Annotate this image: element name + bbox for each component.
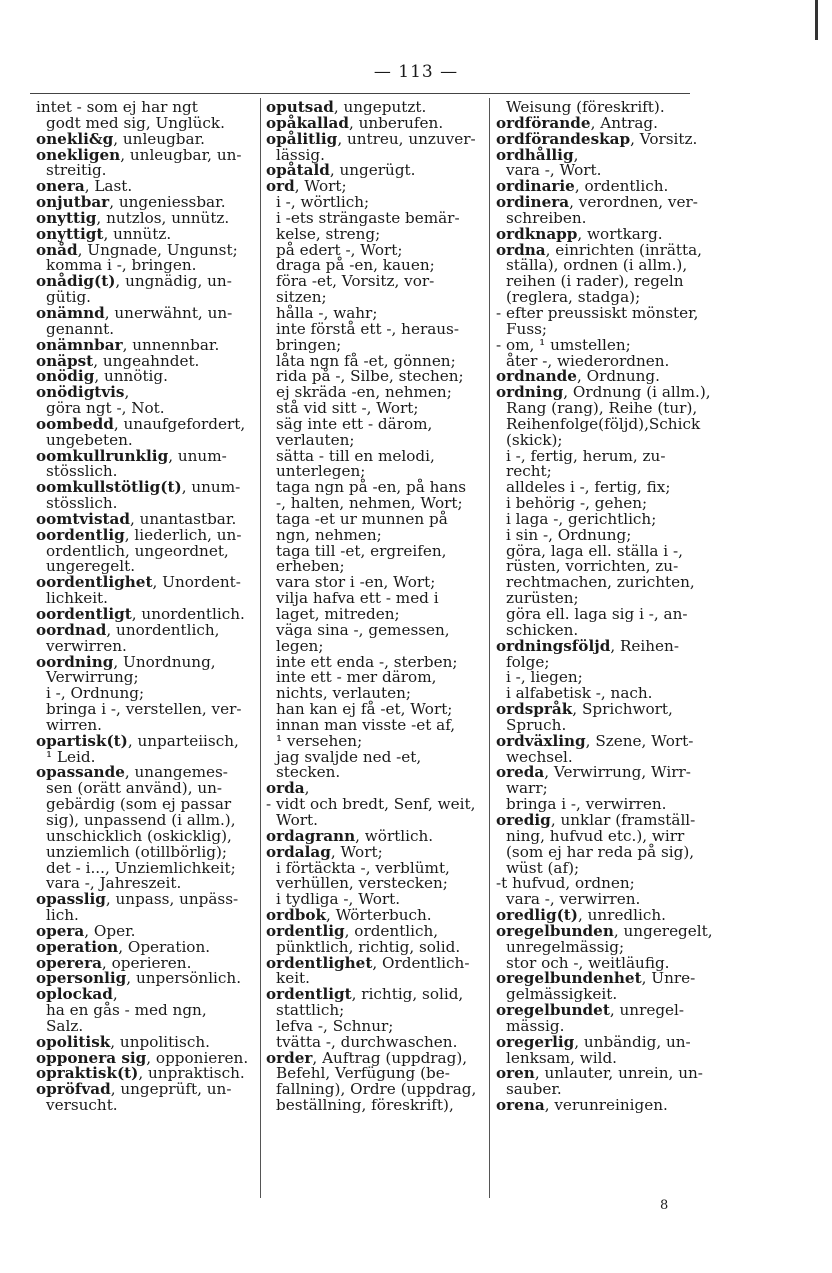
definition-text: , ordentlich, [344,921,439,940]
dictionary-line: stösslich. [46,494,118,513]
definition-text: , ungerügt. [329,161,416,180]
definition-text: , unordentlich, [106,620,220,639]
dictionary-line: lässig. [276,145,325,164]
dictionary-line: taga ngn på -en, på hans [276,478,467,497]
definition-text: , [573,145,579,164]
dictionary-line: sig), unpassend (i allm.), [46,810,236,829]
headword: onjutbar [36,193,110,212]
headword: oordentlig [36,525,125,544]
definition-text: , unantastbar. [129,509,237,528]
dictionary-line: warr; [506,779,548,798]
dictionary-line: fallning), Ordre (uppdrag, [276,1080,477,1099]
dictionary-line: stå vid sitt -, Wort; [276,399,419,418]
dictionary-line: draga på -en, kauen; [276,256,435,275]
definition-text: , [304,779,310,798]
headword: oordnad [36,620,107,639]
headword: onekligen [36,145,121,164]
dictionary-line: låta ngn få -et, gönnen; [276,351,456,370]
headword: ordhållig [496,145,574,164]
headword: oplockad [36,985,113,1004]
definition-text: , Auftrag (uppdrag), [312,1048,468,1067]
definition-text: , Wort; [294,177,347,196]
dictionary-line: stösslich. [46,462,118,481]
dictionary-line: -, halten, nehmen, Wort; [276,494,463,513]
headword: onyttigt [36,224,104,243]
definition-text: , untreu, unzuver- [337,129,476,148]
dictionary-line: komma i -, bringen. [46,256,197,275]
headword: ordningsföljd [496,636,611,655]
dictionary-line: jag svaljde ned -et, [276,747,422,766]
dictionary-line: göra ngt -, Not. [46,399,165,418]
headword: oputsad [266,98,334,116]
definition-text: , Unordent- [152,573,241,592]
definition-text: , [112,985,118,1004]
dictionary-line: i -, wörtlich; [276,193,370,212]
headword: onera [36,177,85,196]
dictionary-line: ungeregelt. [46,557,136,576]
dictionary-line: i laga -, gerichtlich; [506,509,657,528]
definition-text: , Ordentlich- [372,953,470,972]
headword: onämnd [36,303,105,322]
dictionary-line: åter -, wiederordnen. [506,351,670,370]
headword: opersonlig [36,969,127,988]
definition-text: , Reihen- [610,636,679,655]
definition-text: , unleugbar. [113,129,205,148]
dictionary-line: ¹ Leid. [46,747,96,766]
definition-text: , einrichten (inrätta, [545,240,702,259]
definition-text: , operieren. [101,953,192,972]
headword: opasslig [36,890,106,909]
headword: opponera sig [36,1048,147,1067]
definition-text: , ordentlich. [574,177,669,196]
headword: onekli&g [36,129,114,148]
signature-mark: 8 [660,1198,669,1213]
dictionary-line: (reglera, stadga); [506,288,641,307]
dictionary-line: stor och -, weitläufig. [506,953,670,972]
dictionary-line: Reihenfolge(följd),Schick [506,414,701,433]
dictionary-line: bringen; [276,335,342,354]
definition-text: , unbändig, un- [574,1032,691,1051]
headword: onåd [36,240,78,259]
dictionary-line: kelse, streng; [276,224,381,243]
dictionary-line: på edert -, Wort; [276,240,403,259]
dictionary-line: bringa i -, verwirren. [506,795,667,814]
headword: oordentligt [36,605,132,623]
dictionary-line: vara -, Jahreszeit. [46,874,182,893]
headword: ordna [496,240,546,259]
headword: ordnande [496,367,577,386]
definition-text: , Antrag. [590,113,658,132]
column-3 [496,100,716,1114]
column-1 [36,100,256,1114]
definition-text: , verunreinigen. [544,1096,668,1115]
dictionary-line: inte ett enda -, sterben; [276,652,458,671]
definition-text: , unum- [181,478,241,497]
definition-text: , unpass, unpäss- [105,890,239,909]
dictionary-line: rida på -, Silbe, stechen; [276,367,464,386]
definition-text: , richtig, solid, [351,985,464,1004]
headword: opålitlig [266,129,338,148]
dictionary-line: Verwirrung; [46,668,139,687]
column-divider-2 [489,98,490,1198]
dictionary-line: taga till -et, ergreifen, [276,541,447,560]
page-edge-mark [815,0,818,40]
dictionary-line: vilja hafva ett - med i [276,589,439,608]
dictionary-line: ngn, nehmen; [276,525,382,544]
dictionary-line: inte ett - mer därom, [276,668,437,687]
dictionary-line: bringa i -, verstellen, ver- [46,700,242,719]
headword: onämnbar [36,335,123,354]
definition-text: , ungnädig, un- [115,272,232,291]
headword: oregelbundenhet [496,969,642,988]
definition-text: , Wörterbuch. [326,906,432,925]
dictionary-line: sen (orätt använd), un- [46,779,223,798]
definition-text: , unaufgefordert, [113,414,246,433]
headword: ordförandeskap [496,129,631,148]
definition-text: , unpolitisch. [110,1032,210,1051]
dictionary-line [496,1098,716,1114]
headword: order [266,1048,313,1067]
headword: ordförande [496,113,591,132]
column-2 [266,100,486,1114]
headword: ordinarie [496,177,575,196]
dictionary-line: rechtmachen, zurichten, [506,573,695,592]
definition-text: , unordentlich. [131,605,245,623]
dictionary-line: lefva -, Schnur; [276,1016,394,1035]
dictionary-line: lichkeit. [46,589,108,608]
dictionary-line: i alfabetisk -, nach. [506,684,653,703]
headword: onådig(t) [36,272,116,291]
definition-text: , opponieren. [146,1048,249,1067]
dictionary-line: i -ets strängaste bemär- [276,208,460,227]
definition-text: , Ungnade, Ungunst; [77,240,238,259]
dictionary-line: Wort. [276,810,318,829]
dictionary-line: gütig. [46,288,92,307]
dictionary-line: recht; [506,462,552,481]
definition-text: , unregel- [609,1001,685,1020]
dictionary-line: verwirren. [46,636,127,655]
definition-text: , Operation. [118,937,211,956]
definition-text: , unnütz. [103,224,172,243]
headword: opera [36,921,85,940]
headword: oregelbunden [496,921,614,940]
headword: ordväxling [496,731,586,750]
headword: oomtvistad [36,509,130,528]
headword: ordning [496,383,564,402]
definition-text: , Verwirrung, Wirr- [544,763,691,782]
column-divider-1 [260,98,261,1198]
dictionary-line: unregelmässig; [506,937,625,956]
dictionary-line: - vidt och bredt, Senf, weit, [266,795,476,814]
dictionary-line: alldeles i -, fertig, fix; [506,478,671,497]
dictionary-line: ställa), ordnen (i allm.), [506,256,688,275]
dictionary-line: verhüllen, verstecken; [276,874,448,893]
dictionary-line: i behörig -, gehen; [506,494,648,513]
definition-text: , unberufen. [348,113,444,132]
headword: opassande [36,763,125,782]
headword: ord [266,177,295,196]
dictionary-line: genannt. [46,319,115,338]
dictionary-line: zurüsten; [506,589,579,608]
definition-text: , unnennbar. [122,335,220,354]
headword: oordentlighet [36,573,153,592]
headword: orda [266,779,305,798]
dictionary-line: vara stor i -en, Wort; [276,573,436,592]
dictionary-line: i förtäckta -, verblümt, [276,858,450,877]
dictionary-line: godt med sig, Unglück. [46,113,225,132]
dictionary-line: nichts, verlauten; [276,684,411,703]
definition-text: , nutzlos, unnütz. [96,208,230,227]
dictionary-line: vara -, verwirren. [506,890,641,909]
dictionary-line: sätta - till en melodi, [276,446,435,465]
dictionary-line: beställning, föreskrift), [276,1096,454,1115]
dictionary-line: wirren. [46,715,102,734]
definition-text: , Last. [84,177,133,196]
definition-text: , unleugbar, un- [120,145,242,164]
headword: ordknapp [496,224,578,243]
headword: ordentligt [266,985,352,1004]
dictionary-line: gelmässigkeit. [506,985,618,1004]
definition-text: , Unre- [641,969,696,988]
definition-text: , unerwähnt, un- [104,303,233,322]
dictionary-line: sauber. [506,1080,562,1099]
dictionary-line: rüsten, vorrichten, zu- [506,557,679,576]
definition-text: , Unordnung, [113,652,216,671]
dictionary-line: innan man visste -et af, [276,715,456,734]
definition-text: , Ordnung. [576,367,660,386]
headword: opolitisk [36,1032,111,1051]
definition-text: , Ordnung (i allm.), [563,383,711,402]
dictionary-line: väga sina -, gemessen, [276,620,450,639]
dictionary-line: lenksam, wild. [506,1048,617,1067]
definition-text: , [124,383,130,402]
headword: opröfvad [36,1080,111,1099]
headword: oomkullstötlig(t) [36,478,182,497]
definition-text: , ungeputzt. [333,98,427,116]
dictionary-line: gebärdig (som ej passar [46,795,232,814]
definition-text: , ungeprüft, un- [110,1080,232,1099]
header-rule [30,93,690,94]
headword: ordalag [266,842,331,861]
definition-text: , unredlich. [577,906,666,925]
dictionary-line: föra -et, Vorsitz, vor- [276,272,435,291]
headword: orena [496,1096,545,1115]
dictionary-line: reihen (i rader), regeln [506,272,684,291]
headword: ordinera [496,193,570,212]
dictionary-line: hålla -, wahr; [276,303,378,322]
dictionary-line: inte förstå ett -, heraus- [276,319,459,338]
dictionary-line: i -, Ordnung; [46,684,145,703]
definition-text: , unum- [168,446,227,465]
dictionary-line: Weisung (föreskrift). [506,98,665,116]
headword: ordbok [266,906,327,925]
dictionary-line: legen; [276,636,324,655]
dictionary-line: streitig. [46,161,107,180]
dictionary-line: ha en gås - med ngn, [46,1001,207,1020]
headword: oregerlig [496,1032,575,1051]
headword: opraktisk(t) [36,1064,139,1083]
dictionary-line: i -, liegen; [506,668,583,687]
dictionary-line: det - i..., Unziemlichkeit; [46,858,236,877]
definition-text: , unnötig. [94,367,168,386]
definition-text: , Wort; [330,842,383,861]
dictionary-line: keit. [276,969,310,988]
dictionary-line: stecken. [276,763,341,782]
definition-text: , unlauter, unrein, un- [534,1064,703,1083]
dictionary-line: - efter preussiskt mönster, [496,303,699,322]
definition-text: , unparteiisch, [127,731,239,750]
definition-text: , unpraktisch. [138,1064,245,1083]
dictionary-line: taga -et ur munnen på [276,509,448,528]
dictionary-line: laget, mitreden; [276,605,400,623]
dictionary-line: unziemlich (otillbörlig); [46,842,227,861]
dictionary-line: wüst (af); [506,858,580,877]
dictionary-line: Fuss; [506,319,548,338]
headword: oregelbundet [496,1001,610,1020]
definition-text: , wortkarg. [577,224,663,243]
headword: oredlig(t) [496,906,578,925]
dictionary-line: wechsel. [506,747,573,766]
dictionary-line: sitzen; [276,288,327,307]
definition-text: , Sprichwort, [572,700,673,719]
dictionary-line: pünktlich, richtig, solid. [276,937,461,956]
dictionary-line: säg inte ett - därom, [276,414,433,433]
dictionary-line: (skick); [506,430,563,449]
headword: ordentlig [266,921,345,940]
headword: onäpst [36,351,94,370]
dictionary-line: schreiben. [506,208,587,227]
headword: oreda [496,763,545,782]
dictionary-line: Spruch. [506,715,567,734]
definition-text: , ungeahndet. [93,351,200,370]
definition-text: , unangemes- [124,763,228,782]
dictionary-line: tvätta -, durchwaschen. [276,1032,458,1051]
definition-text: , verordnen, ver- [569,193,698,212]
dictionary-line: ¹ versehen; [276,731,363,750]
dictionary-line: Befehl, Verfügung (be- [276,1064,450,1083]
dictionary-line: intet - som ej har ngt [36,98,198,116]
headword: oombedd [36,414,114,433]
definition-text: , ungeregelt, [613,921,713,940]
headword: onyttig [36,208,97,227]
dictionary-line: han kan ej få -et, Wort; [276,700,453,719]
dictionary-line: ning, hufvud etc.), wirr [506,826,685,845]
definition-text: , unpersönlich. [126,969,242,988]
dictionary-line: i tydliga -, Wort. [276,890,401,909]
dictionary-line: - om, ¹ umstellen; [496,335,631,354]
dictionary-line: göra, laga ell. ställa i -, [506,541,683,560]
headword: ordspråk [496,700,573,719]
headword: oomkullrunklig [36,446,169,465]
headword: ordentlighet [266,953,373,972]
dictionary-line: i sin -, Ordnung; [506,525,632,544]
dictionary-line: göra ell. laga sig i -, an- [506,605,688,623]
headword: opåkallad [266,113,349,132]
dictionary-line: folge; [506,652,550,671]
definition-text: , ungeniessbar. [109,193,226,212]
dictionary-line: erheben; [276,557,345,576]
dictionary-line: ungebeten. [46,430,133,449]
definition-text: , unklar (framställ- [550,810,696,829]
headword: onödigtvis [36,383,125,402]
definition-text: , Oper. [84,921,136,940]
definition-text: , Szene, Wort- [585,731,694,750]
dictionary-line: stattlich; [276,1001,345,1020]
dictionary-line: vara -, Wort. [506,161,602,180]
dictionary-line: i -, fertig, herum, zu- [506,446,666,465]
dictionary-line: -t hufvud, ordnen; [496,874,635,893]
headword: ordagrann [266,826,356,845]
dictionary-line: mässig. [506,1016,565,1035]
dictionary-line: ej skräda -en, nehmen; [276,383,452,402]
dictionary-line: unterlegen; [276,462,366,481]
dictionary-line: Rang (rang), Reihe (tur), [506,399,698,418]
headword: oren [496,1064,535,1083]
dictionary-line: (som ej har reda på sig), [506,842,695,861]
headword: oredig [496,810,551,829]
headword: opåtald [266,161,330,180]
dictionary-line: verlauten; [276,430,355,449]
definition-text: , Vorsitz. [630,129,698,148]
definition-text: , wörtlich. [355,826,434,845]
dictionary-line: lich. [46,906,79,925]
dictionary-line: ordentlich, ungeordnet, [46,541,229,560]
dictionary-line: Salz. [46,1016,84,1035]
headword: opartisk(t) [36,731,128,750]
dictionary-line: unschicklich (oskicklig), [46,826,232,845]
dictionary-line: schicken. [506,620,579,639]
dictionary-line: versucht. [46,1096,118,1115]
page-number: — 113 — [373,62,459,82]
headword: oordning [36,652,114,671]
headword: operation [36,937,119,956]
headword: operera [36,953,102,972]
definition-text: , liederlich, un- [124,525,242,544]
headword: onödig [36,367,95,386]
